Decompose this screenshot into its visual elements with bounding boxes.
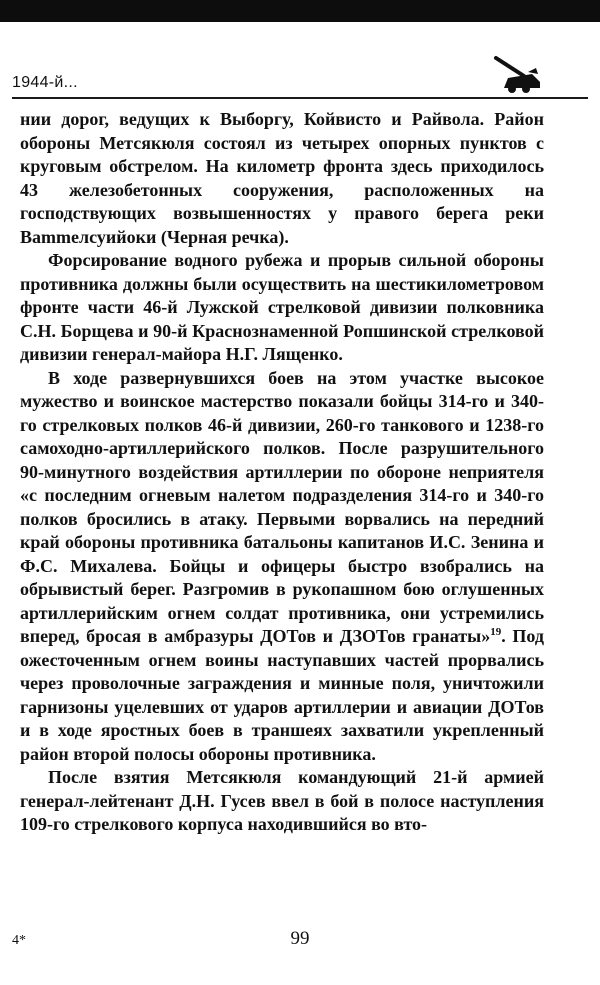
paragraph-1: нии дорог, ведущих к Выборгу, Койвисто и Райвола. Район обороны Метсякюля состоял из четырех опорных пунктов с круговым обстрелом. На километр фронта здесь приходилось 43 железобетонных сооружения, расположенных на господствующих возвышенностях у правого берега реки Вammелсуийоки (Черная речка).: [20, 109, 544, 247]
paragraph-3-part-2: . Под ожесточенным огнем воины наступавших частей прорвались через проволочные заграждения и минные поля, уничтожили гарнизоны уцелевших от ударов артиллерии и авиации ДОТов и в ходе яростных боев в траншеях захватили укрепленный район второй полосы обороны противника.: [20, 626, 544, 764]
running-head-title: 1944-й...: [12, 74, 78, 91]
page-number: 99: [290, 928, 310, 949]
header-rule: [12, 97, 588, 99]
footnote-marker: 19: [490, 626, 502, 638]
body-text: [20, 108, 544, 837]
signature-mark: 4*: [12, 933, 26, 948]
cannon-icon: [488, 54, 544, 94]
paragraph-4: После взятия Метсякюля командующий 21-й армией генерал-лейтенант Д.Н. Гусев ввел в бой в полосе наступления 109-го стрелкового корпуса находившийся во вто-: [20, 767, 544, 834]
paragraph-2: Форсирование водного рубежа и прорыв сильной обороны противника должны были осуществить на шестикилометровом фронте части 46-й Лужской стрелковой дивизии полковника С.Н. Борщева и 90-й Краснознаменной Ропшинской стрелковой дивизии генерал-майора Н.Г. Лященко.: [20, 250, 544, 364]
paragraph-3: [20, 367, 544, 767]
top-black-band: [0, 0, 600, 22]
paragraph-3-part-1: В ходе развернувшихся боев на этом участке высокое мужество и воинское мастерство показали бойцы 314-го и 340-го стрелковых полков 46-й дивизии, 260-го танкового и 1238-го самоходно-артиллерийского полков. После разрушительного 90-минутного воздействия артиллерии по обороне неприятеля «с последним огневым налетом подразделения 314-го и 340-го полков бросились в атаку. Первыми ворвались на передний край обороны противника батальоны капитанов И.С. Зенина и Ф.С. Михалева. Бойцы и офицеры быстро взобрались на обрывистый берег. Разгромив в рукопашном бою оглушенных артиллерийским огнем солдат противника, они устремились вперед, бросая в амбразуры ДОТов и ДЗОТов гранаты»: [20, 367, 544, 646]
